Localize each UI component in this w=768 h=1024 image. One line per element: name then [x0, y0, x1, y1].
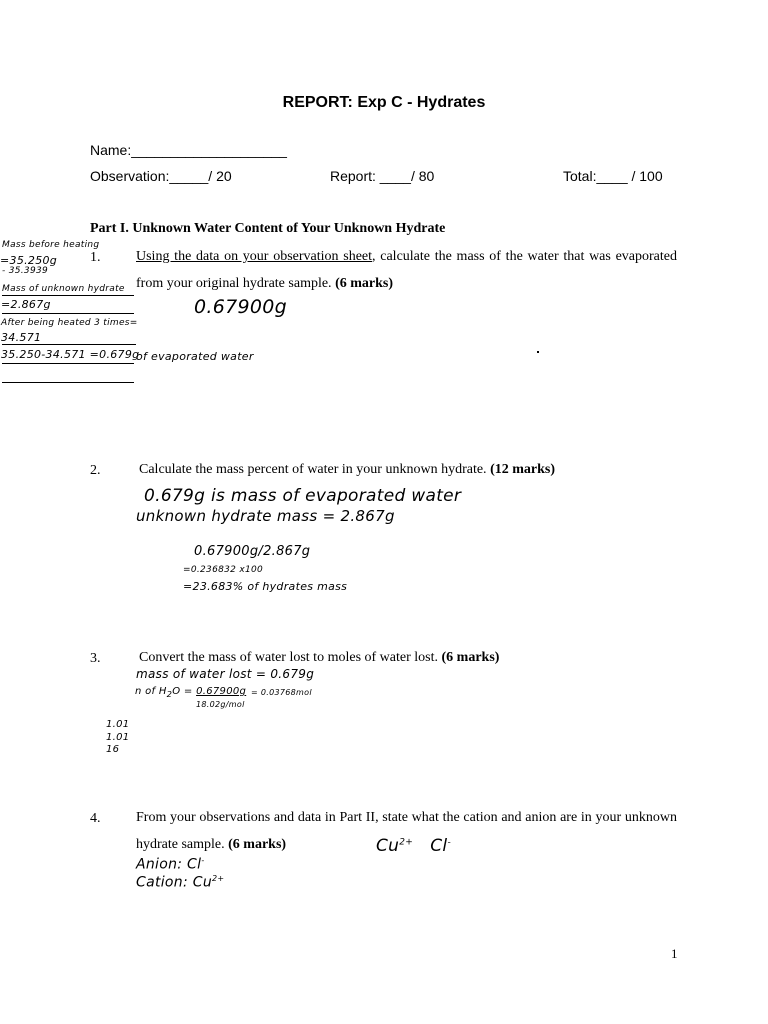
- question-number: 2.: [90, 463, 101, 478]
- handwritten-note: Mass before heating: [2, 240, 100, 250]
- handwritten-subscript: 2: [166, 689, 173, 699]
- question-number: 1.: [90, 250, 101, 265]
- question-text: Calculate the mass percent of water in your unknown hydrate.: [139, 462, 487, 477]
- question-text: Convert the mass of water lost to moles of water lost.: [139, 650, 438, 665]
- handwritten-note: 34.571: [1, 331, 42, 344]
- page-title: REPORT: Exp C - Hydrates: [282, 94, 486, 111]
- handwritten-note: 35.250-34.571 =0.679g: [1, 348, 140, 361]
- handwritten-note: - 35.3939: [2, 266, 49, 276]
- handwritten-note: of evaporated water: [136, 350, 254, 363]
- handwritten-note: 0.679g is mass of evaporated water: [144, 486, 462, 506]
- handwritten-formula: [135, 686, 246, 699]
- handwritten-superscript: -: [201, 856, 205, 865]
- handwritten-superscript: -: [447, 837, 452, 848]
- question-1-text: [136, 243, 677, 297]
- handwritten-text: Anion: Cl: [136, 856, 202, 873]
- handwritten-note: 1.01: [106, 732, 130, 743]
- handwritten-note: =2.867g: [1, 298, 51, 311]
- question-2-text: [139, 456, 555, 483]
- answer-line: [2, 382, 134, 383]
- handwritten-anion: [136, 856, 205, 873]
- handwritten-text: O =: [172, 686, 197, 697]
- marks-label: (6 marks): [228, 837, 287, 852]
- observation-sheet-reference: Using the data on your observation sheet: [136, 249, 373, 264]
- handwritten-numerator: 0.67900g: [196, 686, 247, 697]
- handwritten-note: 1.01: [106, 719, 130, 730]
- answer-line: [2, 363, 134, 364]
- answer-line: [2, 313, 134, 314]
- handwritten-cation: [136, 874, 224, 891]
- handwritten-note: =35.250g: [0, 254, 58, 267]
- handwritten-note: After being heated 3 times=: [1, 318, 138, 328]
- answer-line: [2, 344, 136, 345]
- question-number: 4.: [90, 811, 101, 826]
- handwritten-note: unknown hydrate mass = 2.867g: [136, 507, 395, 525]
- report-score: Report: ____/ 80: [330, 168, 435, 184]
- handwritten-superscript: 2+: [212, 874, 225, 883]
- handwritten-note: mass of water lost = 0.679g: [136, 667, 315, 681]
- part-heading: Part I. Unknown Water Content of Your Unknown Hydrate: [90, 221, 446, 236]
- handwritten-note: 16: [106, 744, 120, 755]
- handwritten-text: n of H: [135, 686, 167, 697]
- handwritten-note: =23.683% of hydrates mass: [183, 580, 348, 593]
- name-field: Name:____________________: [90, 142, 287, 158]
- question-text: , calculate the mass of the water that was evaporated from your original hydrate sample.: [136, 249, 677, 291]
- page-number: 1: [671, 946, 678, 961]
- total-score: Total:____ / 100: [563, 168, 663, 184]
- marks-label: (12 marks): [490, 462, 555, 477]
- marks-label: (6 marks): [335, 276, 393, 291]
- handwritten-result: = 0.03768mol: [251, 688, 312, 697]
- handwritten-text: Cation: Cu: [136, 874, 212, 891]
- handwritten-note: =0.236832 x100: [183, 565, 264, 575]
- marks-label: (6 marks): [441, 650, 500, 665]
- handwritten-denominator: 18.02g/mol: [196, 700, 245, 709]
- handwritten-superscript: 2+: [399, 837, 414, 848]
- stray-mark: [537, 351, 539, 353]
- handwritten-text: Cu: [376, 836, 400, 856]
- observation-score: Observation:_____/ 20: [90, 168, 232, 184]
- answer-line: [2, 295, 134, 296]
- handwritten-answer: 0.67900g: [194, 296, 288, 318]
- handwritten-text: Cl: [430, 836, 448, 856]
- handwritten-note: Mass of unknown hydrate: [2, 284, 125, 294]
- question-number: 3.: [90, 651, 101, 666]
- question-text: From your observations and data in Part II, state what the cation and anion are in your unknown hydrate sample.: [136, 810, 677, 852]
- handwritten-note: [376, 836, 451, 856]
- handwritten-note: 0.67900g/2.867g: [194, 544, 311, 559]
